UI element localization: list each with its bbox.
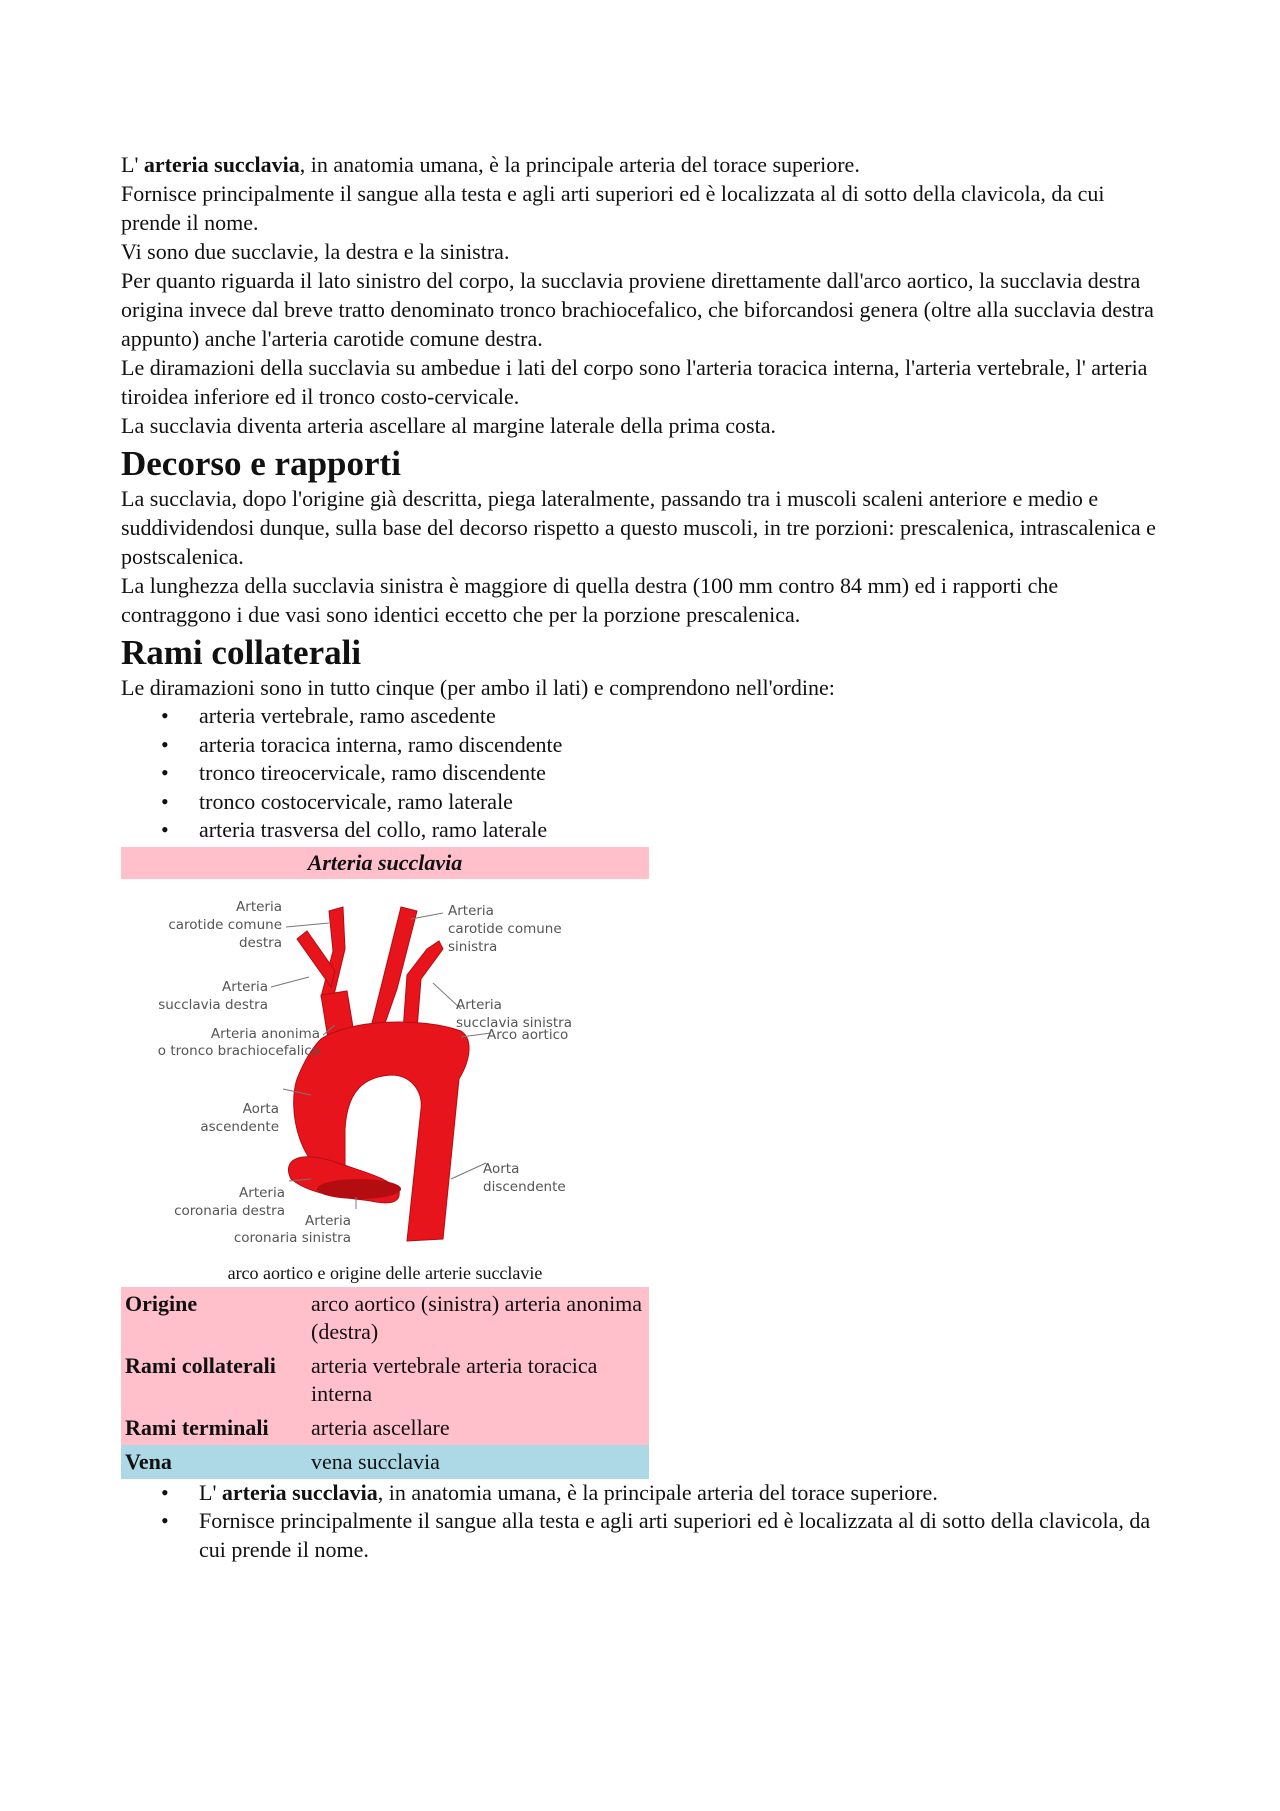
label-left-subclavian: succlavia sinistra — [456, 1014, 573, 1031]
left-subclavian-shape — [403, 941, 443, 1031]
label-left-carotid: Arteria — [448, 902, 494, 919]
label-right-carotid: destra — [238, 934, 282, 951]
section-heading-rami: Rami collaterali — [121, 633, 362, 672]
row-key: Rami collaterali — [121, 1349, 307, 1411]
intro-paragraph-6: La succlavia diventa arteria ascellare al margine laterale della prima costa. — [121, 413, 776, 438]
rami-list — [121, 702, 1161, 845]
label-descending-aorta: discendente — [483, 1178, 566, 1195]
table-row — [121, 1445, 649, 1479]
label-ascending-aorta: ascendente — [200, 1118, 279, 1135]
rami-intro: Le diramazioni sono in tutto cinque (per ambo il lati) e comprendono nell'ordine: — [121, 675, 835, 700]
list-item: • arteria trasversa del collo, ramo laterale — [121, 816, 1161, 845]
row-key: Rami terminali — [121, 1411, 307, 1445]
aortic-arch-diagram — [121, 879, 649, 1259]
label-right-carotid: carotide comune — [168, 916, 282, 933]
label-aortic-arch: Arco aortico — [487, 1026, 569, 1043]
section-heading-decorso: Decorso e rapporti — [121, 444, 401, 483]
label-brachiocephalic: Arteria anonima — [210, 1025, 320, 1042]
aortic-arch-figure — [121, 879, 649, 1259]
label-brachiocephalic: o tronco brachiocefalico — [157, 1042, 320, 1059]
table-row — [121, 1287, 649, 1349]
label-ascending-aorta: Aorta — [242, 1100, 279, 1117]
row-value: vena succlavia — [307, 1445, 649, 1479]
intro-text: , in anatomia umana, è la principale arteria del torace superiore. — [299, 152, 860, 177]
intro-paragraph-5: Le diramazioni della succlavia su ambedue i lati del corpo sono l'arteria toracica interna, l'arteria vertebrale, l' arteria tiroidea inferiore ed il tronco costo-cervicale. — [121, 355, 1148, 409]
row-key: Origine — [121, 1287, 307, 1349]
decorso-paragraph-2: La lunghezza della succlavia sinistra è maggiore di quella destra (100 mm contro 84 mm) ed i rapporti che contraggono i due vasi sono identici eccetto che per la porzione prescalenica. — [121, 573, 1059, 627]
row-key: Vena — [121, 1445, 307, 1479]
closing-text: , in anatomia umana, è la principale arteria del torace superiore. — [377, 1479, 938, 1505]
list-item: • arteria vertebrale, ramo ascedente — [121, 702, 1161, 731]
figure-caption: arco aortico e origine delle arterie succlavie — [227, 1262, 543, 1283]
label-left-carotid: carotide comune — [448, 920, 562, 937]
intro-paragraph-3: Vi sono due succlavie, la destra e la sinistra. — [121, 239, 510, 264]
label-right-coronary: Arteria — [239, 1184, 285, 1201]
label-right-carotid: Arteria — [236, 898, 282, 915]
label-left-coronary: Arteria — [305, 1212, 351, 1229]
closing-term: arteria succlavia — [221, 1479, 378, 1505]
infobox-table — [121, 1287, 649, 1479]
list-item: • Fornisce principalmente il sangue alla testa e agli arti superiori ed è localizzata al di sotto della clavicola, da cui prende il nome. — [121, 1507, 1161, 1564]
closing-text: L' — [199, 1479, 222, 1505]
label-right-subclavian: Arteria — [222, 978, 268, 995]
label-right-coronary: coronaria destra — [174, 1202, 285, 1219]
closing-list — [121, 1479, 1161, 1565]
infobox-title: Arteria succlavia — [121, 847, 649, 879]
row-value: arco aortico (sinistra) arteria anonima (destra) — [307, 1287, 649, 1349]
aortic-root-opening — [317, 1179, 401, 1199]
right-carotid-shape — [321, 907, 345, 999]
label-right-subclavian: succlavia destra — [158, 996, 268, 1013]
intro-paragraph-1 — [121, 150, 1161, 179]
table-row — [121, 1349, 649, 1411]
label-left-subclavian: Arteria — [456, 996, 502, 1013]
row-value: arteria ascellare — [307, 1411, 649, 1445]
intro-paragraph-4: Per quanto riguarda il lato sinistro del corpo, la succlavia proviene direttamente dall'arco aortico, la succlavia destra origina invece dal breve tratto denominato tronco brachiocefalico, che biforcandosi genera (oltre alla succlavia destra appunto) anche l'arteria carotide comune destra. — [121, 268, 1154, 351]
document-page — [121, 150, 1161, 1564]
intro-text: L' — [121, 152, 144, 177]
infobox — [121, 847, 649, 1479]
label-left-carotid: sinistra — [448, 938, 498, 955]
label-left-coronary: coronaria sinistra — [233, 1229, 351, 1246]
list-item: • tronco costocervicale, ramo laterale — [121, 788, 1161, 817]
list-item — [121, 1479, 1161, 1508]
intro-term: arteria succlavia — [143, 152, 300, 177]
row-value: arteria vertebrale arteria toracica interna — [307, 1349, 649, 1411]
label-descending-aorta: Aorta — [483, 1160, 520, 1177]
decorso-paragraph-1: La succlavia, dopo l'origine già descritta, piega lateralmente, passando tra i muscoli scaleni anteriore e medio e suddividendosi dunque, sulla base del decorso rispetto a questo muscoli, in tre porzioni: prescalenica, intrascalenica e postscalenica. — [121, 486, 1156, 569]
intro-paragraph-2: Fornisce principalmente il sangue alla testa e agli arti superiori ed è localizzata al di sotto della clavicola, da cui prende il nome. — [121, 181, 1105, 235]
list-item: • tronco tireocervicale, ramo discendente — [121, 759, 1161, 788]
table-row — [121, 1411, 649, 1445]
list-item: • arteria toracica interna, ramo discendente — [121, 731, 1161, 760]
